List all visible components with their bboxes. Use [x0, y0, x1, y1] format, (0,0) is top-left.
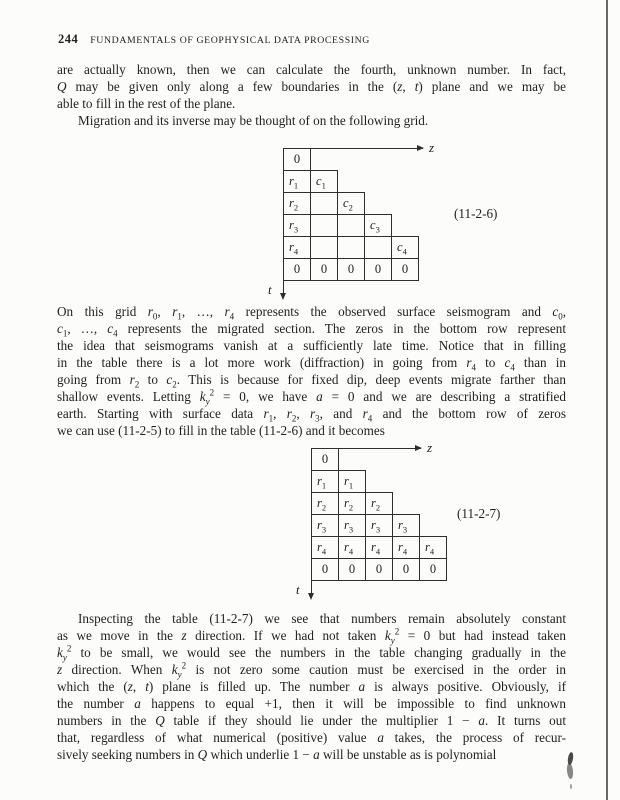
- grid-row: [311, 514, 447, 537]
- grid-cell: 0: [419, 558, 447, 581]
- grid-row: [311, 448, 447, 471]
- scan-edge-line: [606, 0, 608, 800]
- grid-cell: $r_4$: [283, 236, 311, 259]
- text-line: $k_y^2$ to be small, we would see the numbers in the table changing gradually in the: [57, 643, 566, 663]
- grid-cell: $r_4$: [392, 536, 420, 559]
- t-axis-label: t: [268, 282, 272, 297]
- grid-cell: 0: [365, 558, 393, 581]
- grid-row: [311, 492, 447, 515]
- text-line: are actually known, then we can calculate the fourth, unknown number. In fact,: [57, 62, 566, 77]
- z-axis-label: z: [429, 140, 435, 155]
- grid-cell: $r_1$: [338, 470, 366, 493]
- migration-grid: [283, 148, 419, 281]
- grid-cell: $r_3$: [392, 514, 420, 537]
- grid-cell: [337, 214, 365, 237]
- grid-cell: [337, 236, 365, 259]
- text-line: we can use (11-2-5) to fill in the table (11-2-6) and it becomes: [57, 423, 385, 438]
- text-line: Inspecting the table (11-2-7) we see that numbers remain absolutely constant: [78, 611, 566, 626]
- grid-cell: $c_3$: [364, 214, 392, 237]
- ink-smudge: [565, 750, 579, 796]
- grid-cell: 0: [283, 148, 311, 171]
- grid-row: [283, 258, 419, 281]
- text-line: the number a happens to equal +1, then it will be impossible to find unknown: [57, 696, 566, 711]
- grid-row: [283, 192, 419, 215]
- grid-cell: 0: [391, 258, 419, 281]
- text-line: Migration and its inverse may be thought of on the following grid.: [78, 113, 429, 128]
- grid-cell: [310, 192, 338, 215]
- t-axis-line: [283, 280, 284, 294]
- grid-cell: $r_3$: [283, 214, 311, 237]
- grid-cell: $r_3$: [338, 514, 366, 537]
- grid-cell: $r_4$: [365, 536, 393, 559]
- grid-cell: 0: [311, 448, 339, 471]
- grid-row: [311, 536, 447, 559]
- ink-smudge-blob: [566, 763, 574, 780]
- grid-cell: $c_4$: [391, 236, 419, 259]
- text-line: earth. Starting with surface data $r_1$, $r_2$, $r_3$, and $r_4$ and the bottom row of zeros: [57, 406, 567, 424]
- grid-cell: $r_1$: [283, 170, 311, 193]
- text-line: able to fill in the rest of the plane.: [57, 96, 236, 111]
- grid-cell: 0: [392, 558, 420, 581]
- grid-row: [283, 148, 419, 171]
- migrated-grid: [311, 448, 447, 581]
- grid-cell: 0: [310, 258, 338, 281]
- grid-cell: $r_3$: [311, 514, 339, 537]
- t-axis-line: [311, 580, 312, 594]
- equation-label: (11-2-7): [457, 506, 501, 521]
- text-line: z direction. When $k_y^2$ is not zero some caution must be exercised in the order in: [57, 660, 567, 680]
- text-line: sively seeking numbers in Q which underlie 1 − a will be unstable as is polynomial: [57, 747, 497, 762]
- grid-row: [283, 236, 419, 259]
- text-line: Q may be given only along a few boundaries in the (z, t) plane and we may be: [57, 79, 566, 94]
- ink-smudge-speck: [570, 784, 572, 789]
- grid-cell: $r_4$: [311, 536, 339, 559]
- paragraph-2: [57, 303, 566, 439]
- grid-cell: [310, 236, 338, 259]
- equation-label: (11-2-6): [454, 206, 498, 221]
- grid-cell: $r_2$: [283, 192, 311, 215]
- grid-row: [283, 214, 419, 237]
- z-axis-label: z: [427, 440, 433, 455]
- grid-cell: [364, 236, 392, 259]
- grid-cell: 0: [337, 258, 365, 281]
- t-axis-arrow-icon: [308, 593, 314, 600]
- text-line: as we move in the z direction. If we had not taken $k_y^2 = 0$ but had instead taken: [57, 626, 567, 646]
- grid-cell: $r_2$: [338, 492, 366, 515]
- text-line: numbers in the Q table if they should lie under the multiplier 1 − a. It turns out: [57, 713, 566, 728]
- grid-row: [311, 470, 447, 493]
- page-number: 244: [58, 32, 79, 46]
- text-line: $c_1$, …, $c_4$ represents the migrated section. The zeros in the bottom row represent: [57, 321, 567, 339]
- t-axis-label: t: [296, 582, 300, 597]
- paragraph-1: [57, 61, 566, 129]
- grid-cell: 0: [338, 558, 366, 581]
- grid-cell: $c_2$: [337, 192, 365, 215]
- grid-cell: [310, 214, 338, 237]
- text-line: going from $r_2$ to $c_2$. This is because for fixed dip, deep events migrate farther than: [57, 372, 566, 390]
- text-line: shallow events. Letting $k_y^2 = 0$, we have a = 0 and we are describing a stratified: [57, 387, 566, 407]
- grid-cell: $r_2$: [365, 492, 393, 515]
- grid-cell: 0: [364, 258, 392, 281]
- paragraph-3: [57, 610, 566, 763]
- grid-cell: $r_1$: [311, 470, 339, 493]
- text-line: the idea that seismograms vanish at a sufficiently late time. Notice that in filling: [57, 338, 566, 353]
- t-axis-arrow-icon: [280, 293, 286, 300]
- grid-cell: $r_4$: [338, 536, 366, 559]
- grid-cell: 0: [283, 258, 311, 281]
- running-header: [58, 32, 370, 47]
- grid-row: [283, 170, 419, 193]
- text-line: On this grid $r_0$, $r_1$, …, $r_4$ represents the observed surface seismogram and $c_0$,: [57, 304, 567, 322]
- grid-cell: $r_3$: [365, 514, 393, 537]
- text-line: in the table there is a lot more work (diffraction) in going from $r_4$ to $c_4$ than in: [57, 355, 566, 373]
- grid-cell: $r_4$: [419, 536, 447, 559]
- text-line: that, regardless of what numerical (positive) value a takes, the process of recur-: [57, 730, 566, 745]
- grid-cell: 0: [311, 558, 339, 581]
- figure-11-2-6: [268, 140, 498, 297]
- text-line: which the (z, t) plane is filled up. The number a is always positive. Obviously, if: [57, 679, 567, 694]
- grid-cell: $c_1$: [310, 170, 338, 193]
- grid-cell: $r_2$: [311, 492, 339, 515]
- grid-row: [311, 558, 447, 581]
- running-title: FUNDAMENTALS OF GEOPHYSICAL DATA PROCESSING: [90, 35, 370, 46]
- figure-11-2-7: [296, 440, 501, 597]
